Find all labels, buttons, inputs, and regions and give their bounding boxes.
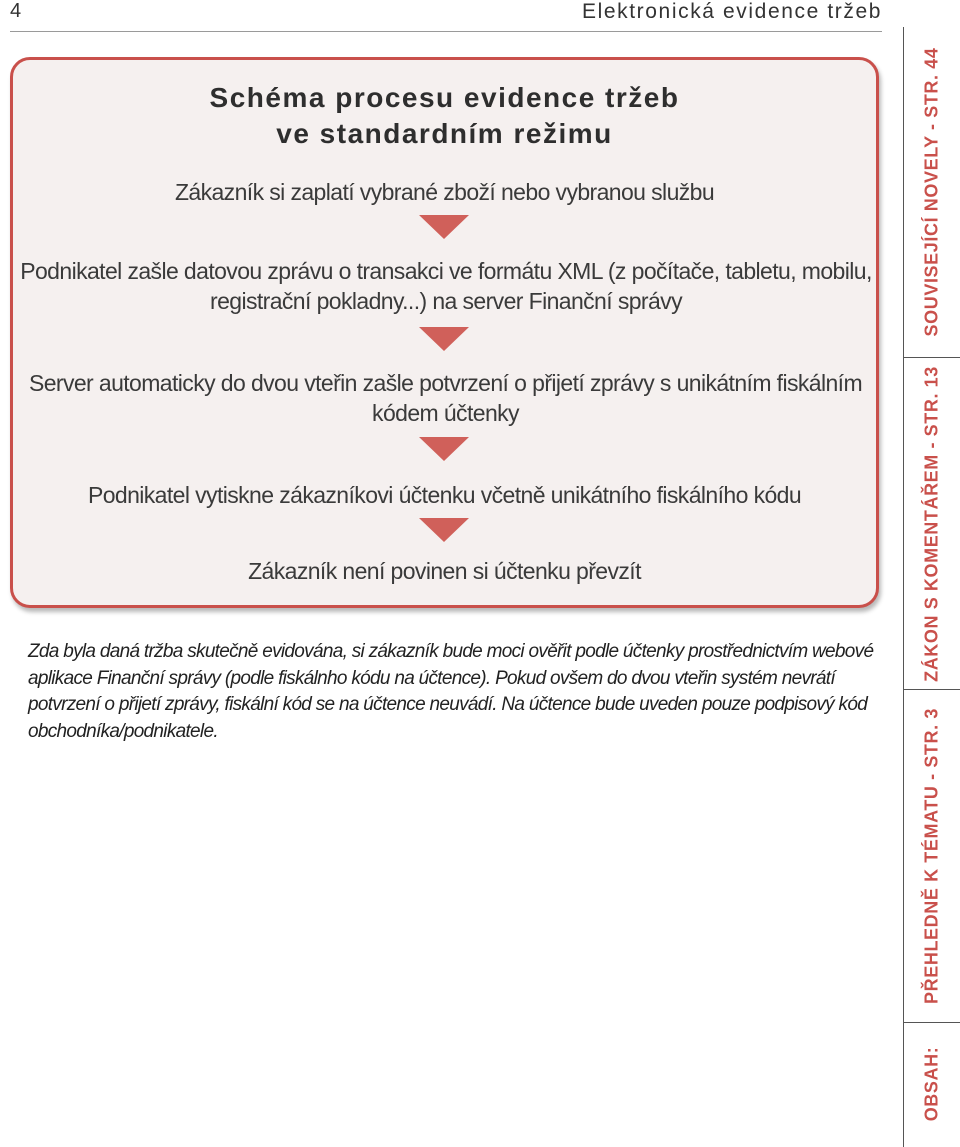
scheme-title-line-2: ve standardním režimu [276,118,613,149]
sidebar-divider [904,1022,960,1023]
sidebar-divider [904,357,960,358]
header-divider [10,31,882,32]
sidebar-link-law-commentary[interactable]: ZÁKON S KOMENTÁŘEM - STR. 13 [921,366,942,682]
sidebar-contents-label: OBSAH: [921,1046,942,1122]
arrow-down-icon [419,215,469,239]
page-number: 4 [10,0,22,22]
scheme-title-line-1: Schéma procesu evidence tržeb [209,82,680,113]
contents-sidebar [903,27,960,1147]
explanatory-note: Zda byla daná tržba skutečně evidována, si zákazník bude moci ověřit podle účtenky prostřednictvím webové aplikace Finanční správy (podle fiskálnho kódu na účtence). Pokud ovšem do dvou vteřin systém nevrátí potvrzení o přijetí zprávy, fiskální kód se na účtence neuvádí. Na účtence bude uveden pouze podpisový kód obchodníka/podnikatele. [28,641,874,742]
sidebar-link-topic-overview[interactable]: PŘEHLEDNĚ K TÉMATU - STR. 3 [921,708,942,1004]
running-header-title: Elektronická evidence tržeb [582,0,882,23]
arrow-down-icon [419,518,469,542]
arrow-down-icon [419,327,469,351]
scheme-step-5: Zákazník není povinen si účtenku převzít [248,558,641,584]
scheme-title [0,80,889,152]
sidebar-link-related-amendments[interactable]: SOUVISEJÍCÍ NOVELY - STR. 44 [921,47,942,337]
scheme-step-1: Zákazník si zaplatí vybrané zboží nebo vybranou službu [174,179,715,205]
sidebar-divider [904,689,960,690]
scheme-step-2: Podnikatel zašle datovou zprávu o transakci ve formátu XML (z počítače, tabletu, mobilu, registrační pokladny...) na server Finanční správy [20,258,872,314]
arrow-down-icon [419,437,469,461]
scheme-step-3: Server automaticky do dvou vteřin zašle potvrzení o přijetí zprávy s unikátním fiskálním kódem účtenky [28,370,863,426]
scheme-step-4: Podnikatel vytiskne zákazníkovi účtenku včetně unikátního fiskálního kódu [87,482,802,508]
